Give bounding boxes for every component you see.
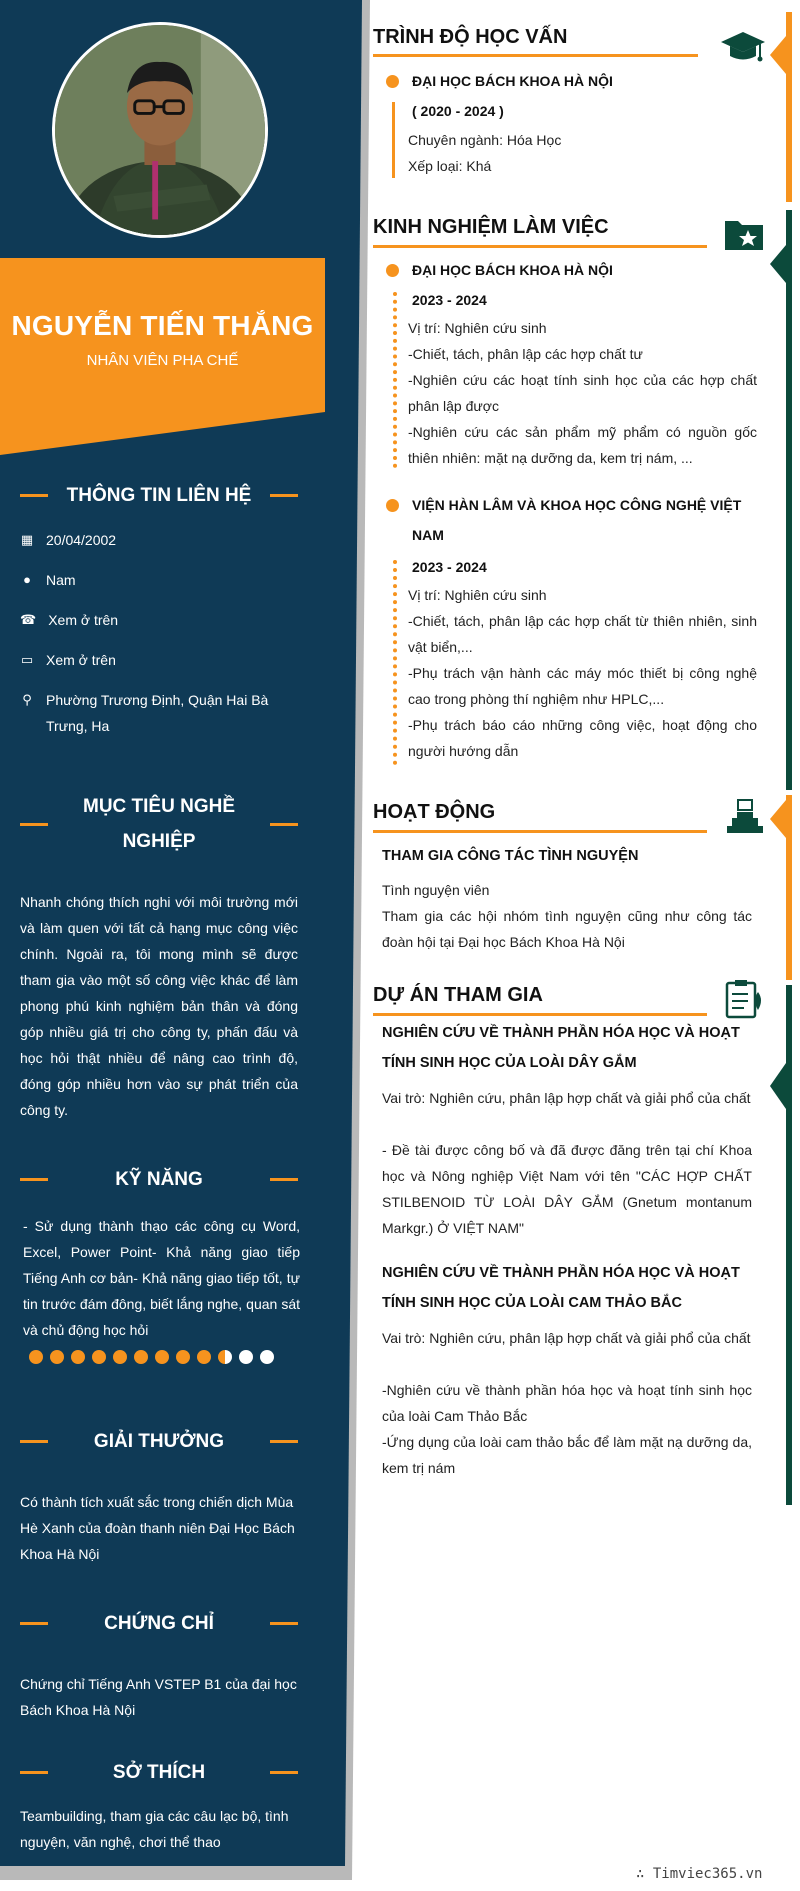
contact-email — [20, 647, 305, 673]
skill-rating-dot — [92, 1350, 106, 1364]
skill-rating-dot — [29, 1350, 43, 1364]
skill-rating — [29, 1350, 274, 1364]
job1-timeline — [393, 292, 397, 468]
address-text: Phường Trương Định, Quận Hai Bà Trưng, Ha — [46, 692, 269, 734]
project2-line: -Ứng dụng của loài cam thảo bắc để làm mặt nạ dưỡng da, kem trị nám — [382, 1434, 752, 1476]
graduation-cap-icon — [720, 30, 766, 69]
candidate-name: NGUYỄN TIẾN THẮNG — [11, 310, 314, 341]
project2-role: Vai trò: Nghiên cứu, phân lập hợp chất và giải phổ của chất — [382, 1330, 751, 1346]
certificates-text: Chứng chỉ Tiếng Anh VSTEP B1 của đại học Bách Khoa Hà Nội — [20, 1676, 297, 1718]
skill-rating-dot — [134, 1350, 148, 1364]
phone-text: Xem ở trên — [48, 612, 119, 628]
job2-bullet — [386, 499, 399, 512]
education-period: ( 2020 - 2024 ) — [412, 103, 504, 119]
podium-icon — [726, 798, 764, 839]
heading-dash — [270, 1771, 298, 1774]
certificates-section-heading — [20, 1606, 298, 1641]
skills-title: KỸ NĂNG — [115, 1169, 203, 1190]
experience-underline — [373, 245, 707, 248]
heading-dash — [270, 494, 298, 497]
contact-address — [20, 687, 305, 739]
project1-name: NGHIÊN CỨU VỀ THÀNH PHẦN HÓA HỌC VÀ HOẠT TÍNH SINH HỌC CỦA LOÀI DÂY GẮM — [382, 1025, 740, 1071]
education-underline — [373, 54, 698, 57]
projects-underline — [373, 1013, 707, 1016]
project2-line: -Nghiên cứu về thành phần hóa học và hoạt tính sinh học của loài Cam Thảo Bắc — [382, 1382, 752, 1424]
contact-birthdate — [20, 527, 305, 553]
contact-gender — [20, 567, 305, 593]
certificates-title: CHỨNG CHỈ — [104, 1613, 214, 1634]
heading-dash — [270, 1622, 298, 1625]
skill-rating-dot — [50, 1350, 64, 1364]
heading-dash — [20, 494, 48, 497]
job2-line: -Phụ trách báo cáo những công việc, hoạt động cho người hướng dẫn — [408, 717, 757, 759]
skill-rating-dot — [176, 1350, 190, 1364]
project1-role: Vai trò: Nghiên cứu, phân lập hợp chất và giải phổ của chất — [382, 1090, 751, 1106]
hobbies-title: SỞ THÍCH — [112, 1762, 206, 1783]
heading-dash — [20, 1771, 48, 1774]
job2-line: -Phụ trách vận hành các máy móc thiết bị công nghệ cao trong phòng thí nghiệm như HPLC,... — [408, 665, 757, 707]
objective-section-heading — [20, 789, 298, 859]
footer-watermark: ∴ Timviec365.vn — [636, 1866, 763, 1882]
education-title: TRÌNH ĐỘ HỌC VẤN — [373, 26, 568, 48]
job2-org: VIỆN HÀN LÂM VÀ KHOA HỌC CÔNG NGHỆ VIỆT NAM — [412, 497, 742, 543]
job1-period: 2023 - 2024 — [412, 292, 487, 308]
hobbies-section-heading — [20, 1755, 298, 1790]
objective-text: Nhanh chóng thích nghi với môi trường mới và làm quen với tất cả hạng mục công việc chính. Ngoài ra, tôi mong mình sẽ được tham gia vào một số công việc khác để làm phong phú kinh nghiệm bản thân và đóng góp nhiều giá trị cho công ty, phấn đấu và học hỏi thật nhiều để nâng cao trình độ, đóng góp nhiều hơn vào sự phát triển của công ty. — [20, 894, 298, 1118]
education-timeline — [392, 102, 395, 178]
activity-text: Tham gia các hội nhóm tình nguyện cũng như công tác đoàn hội tại Đại học Bách Khoa Hà Nội — [382, 908, 752, 950]
calendar-icon: ▦ — [20, 532, 34, 547]
contact-section-heading — [20, 478, 298, 513]
activity-role: Tình nguyện viên — [382, 882, 490, 898]
objective-title: MỤC TIÊU NGHỀ NGHIỆP — [83, 796, 235, 852]
experience-title: KINH NGHIỆM LÀM VIỆC — [373, 216, 609, 238]
job2-line: Vị trí: Nghiên cứu sinh — [408, 587, 547, 603]
profile-photo — [52, 22, 268, 238]
heading-dash — [20, 1622, 48, 1625]
hobbies-text: Teambuilding, tham gia các câu lạc bộ, tình nguyện, văn nghệ, chơi thể thao — [20, 1808, 289, 1850]
projects-title: DỰ ÁN THAM GIA — [373, 984, 543, 1006]
heading-dash — [270, 823, 298, 826]
heading-dash — [20, 823, 48, 826]
heading-dash — [20, 1178, 48, 1181]
skill-rating-dot — [113, 1350, 127, 1364]
job1-bullet — [386, 264, 399, 277]
awards-section-heading — [20, 1424, 298, 1459]
phone-icon: ☎ — [20, 612, 37, 627]
user-icon: ● — [23, 572, 31, 587]
skill-rating-dot — [155, 1350, 169, 1364]
skill-rating-dot — [197, 1350, 211, 1364]
activities-title: HOẠT ĐỘNG — [373, 801, 496, 823]
education-bullet — [386, 75, 399, 88]
education-school: ĐẠI HỌC BÁCH KHOA HÀ NỘI — [412, 73, 613, 89]
heading-dash — [20, 1440, 48, 1443]
project1-text: - Đề tài được công bố và đã được đăng trên tại chí Khoa học và Nông nghiệp Việt Nam với tên "CÁC HỢP CHẤT STILBENOID TỪ LOÀI DÂY GẮM (Gnetum montanum Markgr.) Ở VIỆT NAM" — [382, 1142, 752, 1236]
project2-name: NGHIÊN CỨU VỀ THÀNH PHẦN HÓA HỌC VÀ HOẠT TÍNH SINH HỌC CỦA LOÀI CAM THẢO BẮC — [382, 1265, 740, 1311]
skill-rating-dot — [218, 1350, 232, 1364]
education-major: Chuyên ngành: Hóa Học — [408, 132, 562, 148]
skill-rating-dot — [239, 1350, 253, 1364]
gender-text: Nam — [46, 572, 76, 588]
heading-dash — [270, 1178, 298, 1181]
contact-title: THÔNG TIN LIÊN HỆ — [66, 485, 252, 506]
job2-period: 2023 - 2024 — [412, 559, 487, 575]
job1-line: -Nghiên cứu các sản phẩm mỹ phẩm có nguồn gốc thiên nhiên: mặt nạ dưỡng da, kem trị nám, ... — [408, 424, 757, 466]
email-icon: ▭ — [20, 652, 34, 667]
star-folder-icon — [724, 217, 764, 256]
job1-line: -Nghiên cứu các hoạt tính sinh học của các hợp chất phân lập được — [408, 372, 757, 414]
job1-line: -Chiết, tách, phân lập các hợp chất tư — [408, 346, 643, 362]
candidate-role: NHÂN VIÊN PHA CHẾ — [86, 352, 239, 369]
email-text: Xem ở trên — [46, 652, 116, 668]
skill-rating-dot — [71, 1350, 85, 1364]
contact-phone — [20, 607, 305, 633]
awards-text: Có thành tích xuất sắc trong chiến dịch Mùa Hè Xanh của đoàn thanh niên Đại Học Bách Khoa Hà Nội — [20, 1494, 295, 1562]
heading-dash — [270, 1440, 298, 1443]
location-icon: ⚲ — [22, 692, 32, 707]
job2-timeline — [393, 560, 397, 765]
activities-underline — [373, 830, 707, 833]
activity-name: THAM GIA CÔNG TÁC TÌNH NGUYỆN — [382, 848, 639, 864]
birthdate-text: 20/04/2002 — [46, 532, 117, 548]
job1-line: Vị trí: Nghiên cứu sinh — [408, 320, 547, 336]
education-grade: Xếp loại: Khá — [408, 158, 492, 174]
job1-org: ĐẠI HỌC BÁCH KHOA HÀ NỘI — [412, 262, 613, 278]
awards-title: GIẢI THƯỞNG — [93, 1431, 225, 1452]
skills-section-heading — [20, 1162, 298, 1197]
job2-line: -Chiết, tách, phân lập các hợp chất từ thiên nhiên, sinh vật biển,... — [408, 613, 757, 655]
skill-rating-dot — [260, 1350, 274, 1364]
skills-text: - Sử dụng thành thạo các công cụ Word, Excel, Power Point- Khả năng giao tiếp Tiếng Anh cơ bản- Khả năng giao tiếp tốt, tự tin trước đám đông, biết lắng nghe, quan sát và chủ động học hỏi — [23, 1218, 300, 1338]
